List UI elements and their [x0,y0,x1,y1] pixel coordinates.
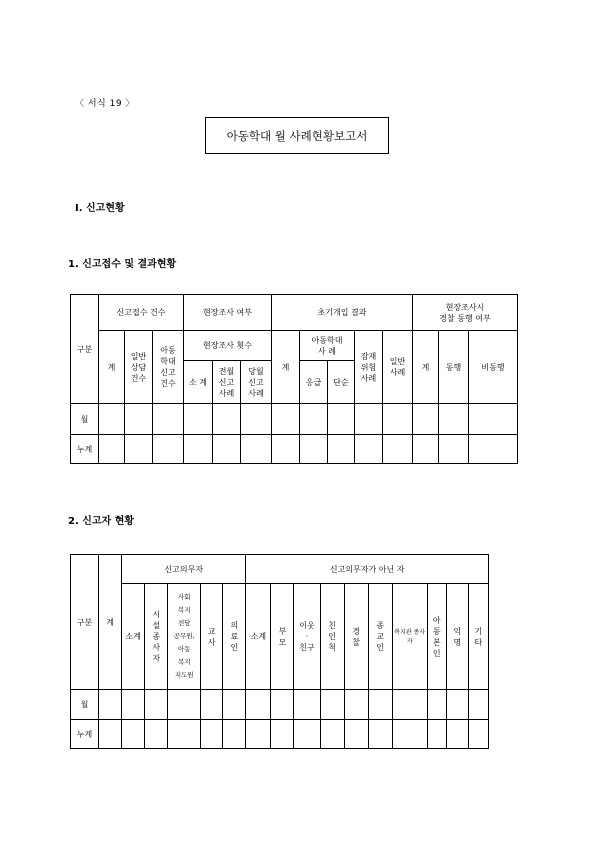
col-category: 구분 [71,555,99,690]
investigation-count: 현장조사 횟수 [184,331,272,361]
prior-month-report: 전월 신고 사례 [213,361,241,404]
table-row [71,404,518,435]
facility-staff: 시 설 종 사 자 [145,584,168,690]
not-accompanied: 비동행 [469,331,518,404]
police: 경 찰 [344,584,368,690]
mandatory-subtotal: 소계 [122,584,145,690]
child-self: 아 동 본 인 [427,584,446,690]
table-row [71,720,489,749]
potential-risk: 잠재 위험 사례 [355,331,383,404]
row-label: 누계 [71,720,99,749]
general-case: 일반 사례 [383,331,413,404]
teacher: 교 사 [201,584,223,690]
accompanied: 동행 [439,331,469,404]
simple: 단순 [328,361,355,404]
welfare-worker: 복지관 종사자 [392,584,427,690]
table-2-heading: 2. 신고자 현황 [68,516,135,527]
reporter-status-table [70,554,489,749]
other: 기 타 [468,584,488,690]
table-row [71,435,518,464]
table-1-heading: 1. 신고접수 및 결과현황 [68,259,177,270]
group-report-count: 신고접수 건수 [99,295,184,331]
form-number: 〈 서식 19 〉 [75,99,135,109]
emergency: 응급 [300,361,328,404]
general-consult: 일반 상담 건수 [125,331,153,404]
initial-total: 계 [272,331,300,404]
medical-personnel: 의 료 인 [223,584,246,690]
group-site-investigation: 현장조사 여부 [184,295,272,331]
report-status-table [70,294,518,464]
religious: 종 교 인 [368,584,392,690]
relative: 친 인 척 [320,584,344,690]
row-label: 월 [71,404,99,435]
group-mandatory: 신고의무자 [122,555,246,584]
non-mandatory-subtotal: 소계 [246,584,271,690]
section-1-heading: Ⅰ. 신고현황 [75,203,125,214]
parents: 부 모 [271,584,294,690]
social-worker: 사회 복지 전담 공무원, 아동 복지 지도원 [168,584,201,690]
group-initial-result: 초기개입 결과 [272,295,413,331]
row-label: 누계 [71,435,99,464]
group-non-mandatory: 신고의무자가 아닌 자 [246,555,489,584]
neighbor-friend: 이웃 · 친구 [294,584,320,690]
abuse-report: 아동 학대 신고 건수 [153,331,184,404]
investigation-subtotal: 소 계 [184,361,213,404]
report-total: 계 [99,331,125,404]
police-total: 계 [413,331,439,404]
col-category: 구분 [71,295,99,404]
abuse-case: 아동학대 사 례 [300,331,355,361]
table-row [71,690,489,720]
current-month-report: 당월 신고 사례 [241,361,272,404]
group-police-accompany: 현장조사시 경찰 동행 여부 [413,295,518,331]
reporter-total: 계 [99,555,122,690]
document-title: 아동학대 월 사례현황보고서 [205,117,389,154]
row-label: 월 [71,690,99,720]
anonymous: 익 명 [446,584,468,690]
